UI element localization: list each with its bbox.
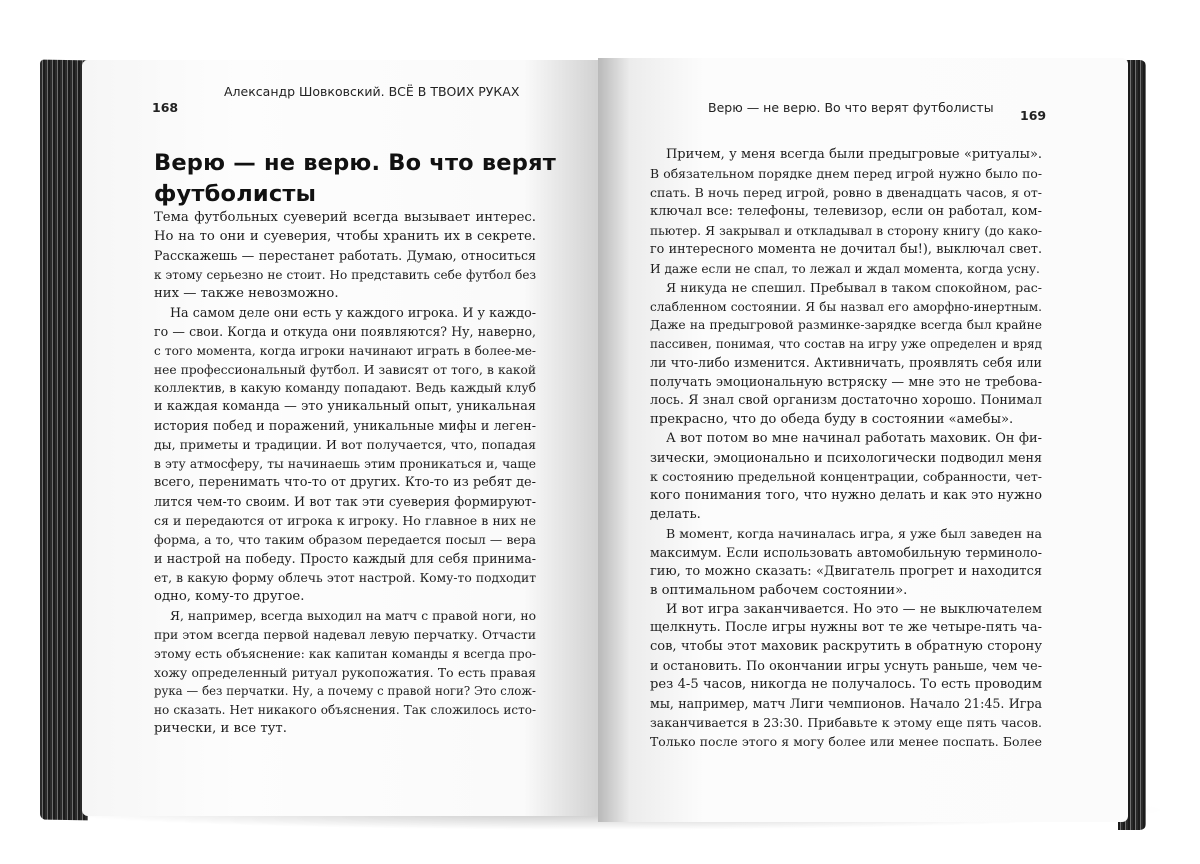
left-body-text [154, 209, 536, 739]
text-line: В момент, когда начиналась игра, я уже был заведен на [666, 525, 1042, 541]
text-line: делать. [650, 506, 701, 522]
left-page [82, 60, 602, 816]
text-line: них — также невозможно. [154, 285, 339, 301]
text-line: ключал все: телефоны, телевизор, если он работал, ком- [650, 203, 1042, 219]
text-line: ды, приметы и традиции. И вот получается, что, попадая [154, 437, 536, 453]
text-line: максимум. Если использовать автомобильную терминоло- [650, 544, 1042, 560]
text-line: и остановить. По окончании игры уснуть раньше, чем че- [650, 658, 1042, 674]
text-line: рез 4-5 часов, никогда не получалось. То есть проводим [650, 677, 1042, 693]
text-line: На самом деле они есть у каждого игрока. И у каждо- [170, 304, 536, 320]
text-line: спать. В ночь перед игрой, ровно в двенадцать часов, я от- [650, 184, 1042, 200]
text-line: к состоянию предельной концентрации, собранности, чет- [650, 468, 1042, 484]
text-line: мы, например, матч Лиги чемпионов. Начало 21:45. Игра [650, 696, 1042, 712]
right-body-text [650, 146, 1042, 752]
text-line: история побед и поражений, уникальные мифы и леген- [154, 418, 536, 434]
text-line: Тема футбольных суеверий всегда вызывает интерес. [154, 210, 536, 225]
text-line: прекрасно, что до обеда буду в состоянии «амебы». [650, 412, 1014, 428]
text-line: ся и передаются от игрока к игроку. Но главное в них не [154, 513, 536, 528]
text-line: Даже на предыгровой разминке-зарядке всегда был крайне [650, 318, 1042, 333]
text-line: заканчивается в 23:30. Прибавьте к этому еще пять часов. [650, 715, 1042, 731]
text-line: хожу определенный ритуал рукопожатия. То есть правая [154, 664, 536, 680]
text-line: И вот игра заканчивается. Но это — не выключателем [666, 601, 1042, 617]
text-line: сов, чтобы этот маховик раскрутить в обратную сторону [650, 639, 1042, 655]
text-line: рически, и все тут. [154, 721, 287, 737]
text-line: го интересного момента не дочитал бы!), выключал свет. [650, 241, 1042, 257]
text-line: Только после этого я могу более или менее поспать. Более [650, 734, 1042, 750]
text-line: В обязательном порядке днем перед игрой нужно было по- [650, 166, 1042, 181]
text-line: ет, в какую форму облечь этот настрой. Кому-то подходит [154, 570, 536, 585]
text-line: Причем, у меня всегда были предыгровые «ритуалы». [666, 147, 1042, 162]
chapter-title-line: Верю — не верю. Во что верят [154, 150, 556, 176]
left-page-number: 168 [152, 100, 179, 115]
book-page-edges-left [40, 60, 88, 821]
text-line: нее профессиональный футбол. И зависят от того, в какой [154, 362, 536, 377]
text-line: с того момента, когда игроки начинают играть в более-ме- [154, 343, 536, 358]
text-line: щелкнуть. После игры нужны вот те же четыре-пять ча- [650, 620, 1042, 636]
text-line: лось. Я знал свой организм достаточно хорошо. Понимал [650, 393, 1042, 409]
text-line: слабленном состоянии. Я бы назвал его аморфно-инертным. [650, 299, 1042, 314]
text-line: пассивен, понимая, что состав на игру уже определен и вряд [650, 337, 1042, 352]
text-line: в эту атмосферу, ты начинаешь этим проникаться и, чаще [154, 457, 536, 472]
right-running-head: Верю — не верю. Во что верят футболисты [708, 100, 994, 115]
text-line: И даже если не спал, то лежал и ждал момента, когда усну. [650, 261, 1040, 276]
text-line: и настрой на победу. Просто каждый для себя принима- [154, 550, 536, 566]
text-line: этому есть объяснение: как капитан команды я всегда про- [154, 646, 536, 661]
text-line: при этом всегда первой надевал левую перчатку. Отчасти [154, 627, 536, 642]
text-line: кого понимания того, что нужно делать и как это нужно [650, 487, 1042, 503]
text-line: но сказать. Нет никакого объяснения. Так сложилось исто- [154, 703, 536, 718]
text-line: зически, эмоционально и психологически подводил меня [650, 450, 1042, 465]
text-line: и каждая команда — это уникальный опыт, уникальная [154, 399, 536, 415]
text-line: к этому серьезно не стоит. Но представить себе футбол без [154, 267, 536, 282]
text-line: гию, то можно сказать: «Двигатель прогрет и находится [650, 563, 1042, 579]
text-line: ли что-либо изменится. Активничать, проявлять себя или [650, 355, 1042, 371]
text-line: одно, кому-то другое. [154, 588, 305, 604]
chapter-title [154, 148, 574, 210]
text-line: Но на то они и суеверия, чтобы хранить их в секрете. [154, 228, 536, 244]
text-line: Расскажешь — перестанет работать. Думаю, относиться [154, 247, 536, 263]
text-line: Я, например, всегда выходил на матч с правой ноги, но [170, 608, 536, 623]
text-line: в оптимальном рабочем состоянии». [650, 582, 908, 598]
text-line: пьютер. Я закрывал и откладывал в сторону книгу (до како- [650, 223, 1042, 238]
text-line: получать эмоциональную встряску — мне это не требова- [650, 374, 1042, 390]
text-line: Я никуда не спешил. Пребывал в таком спокойном, рас- [666, 279, 1042, 295]
text-line: А вот потом во мне начинал работать маховик. Он фи- [666, 431, 1042, 447]
left-running-head: Александр Шовковский. ВСЁ В ТВОИХ РУКАХ [224, 84, 520, 99]
text-line: го — свои. Когда и откуда они появляются? Ну, наверно, [154, 323, 536, 339]
right-page-number: 169 [1020, 108, 1047, 123]
text-line: рука — без перчатки. Ну, а почему с правой ноги? Это слож- [154, 684, 536, 699]
right-page [598, 58, 1128, 822]
text-line: коллектив, в какую команду попадают. Ведь каждый клуб [154, 381, 536, 396]
text-line: форма, а то, что таким образом передается посыл — вера [154, 532, 536, 547]
chapter-title-line: футболисты [154, 181, 317, 207]
text-line: лится чем-то своим. И вот так эти суеверия формируют- [154, 494, 536, 510]
text-line: всего, перенимать что-то от других. Кто-то из ребят де- [154, 475, 536, 491]
